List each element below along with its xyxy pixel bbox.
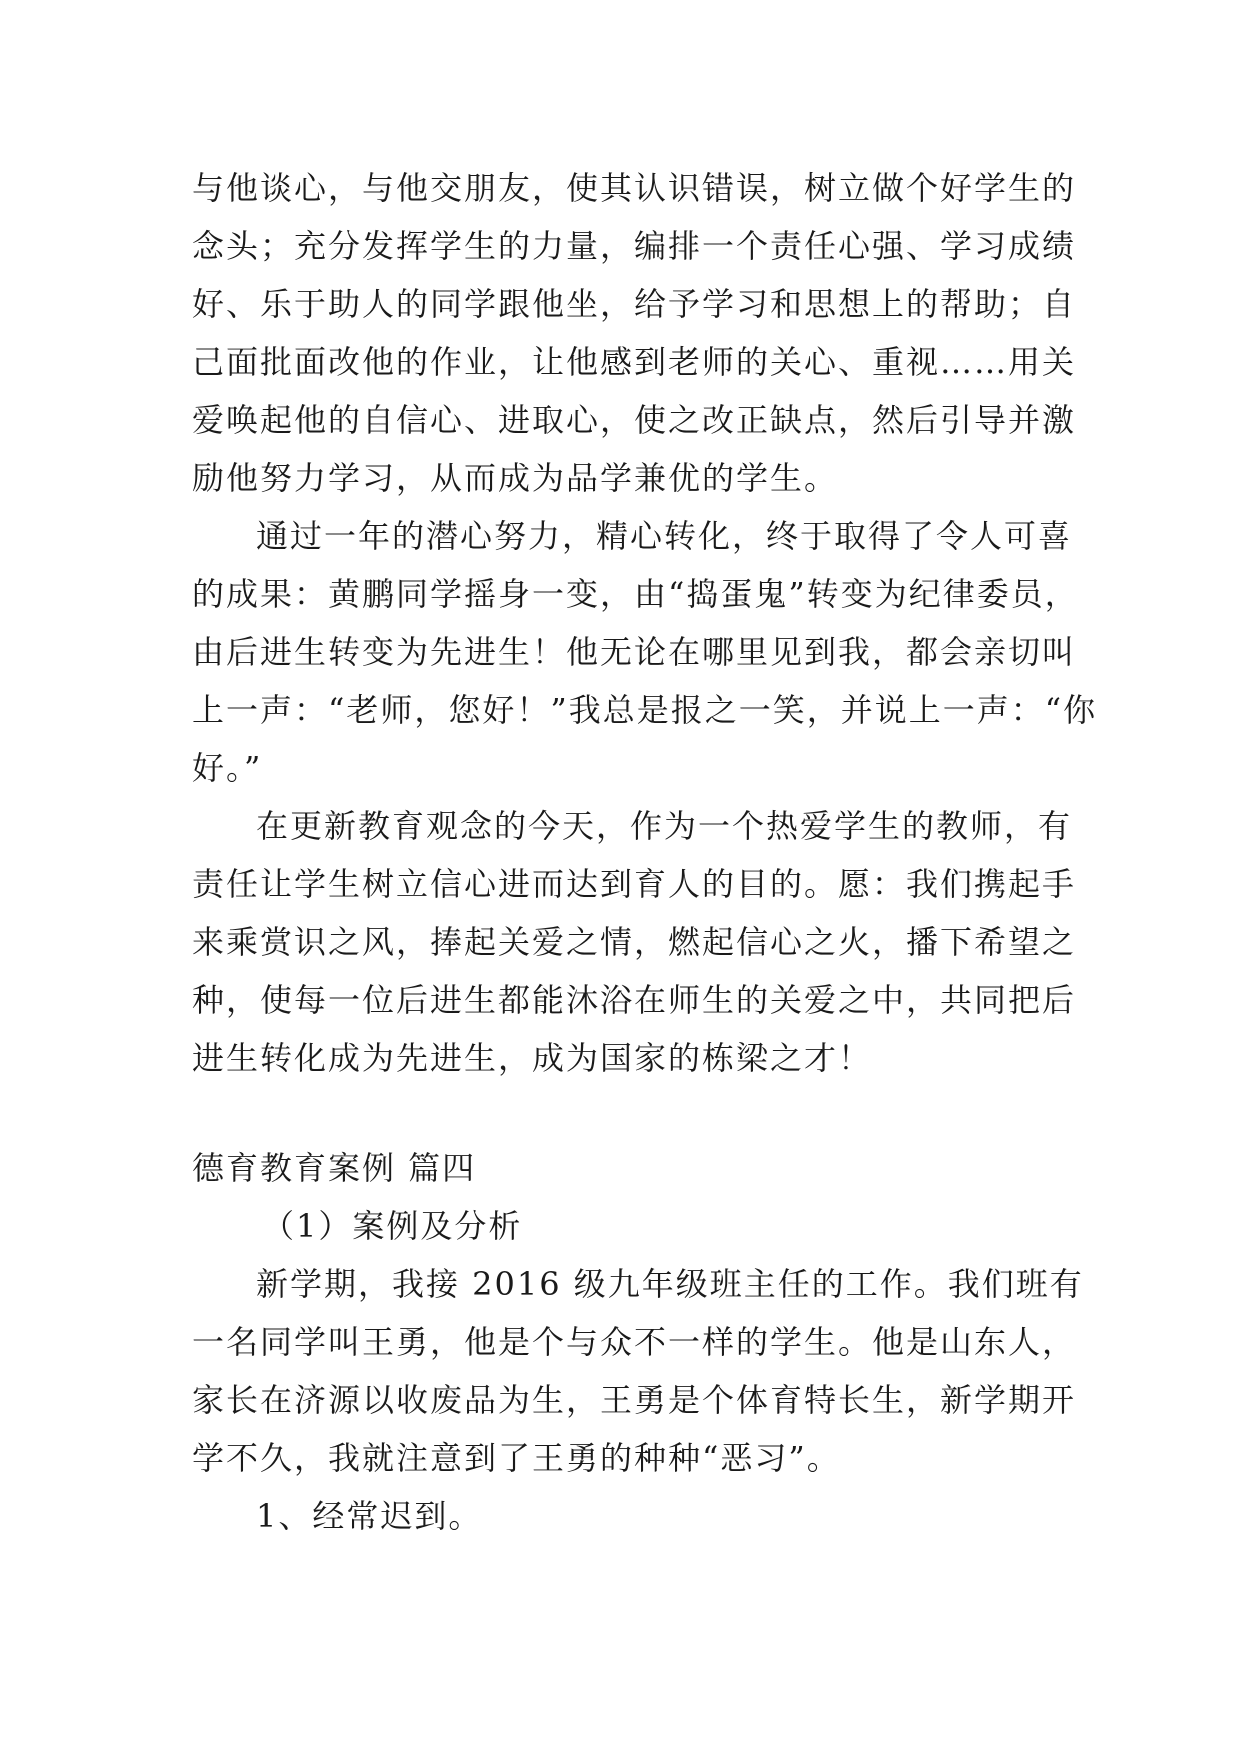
paragraph-line: 家长在济源以收废品为生，王勇是个体育特长生，新学期开 [192, 1381, 1077, 1419]
paragraph-line: 种，使每一位后进生都能沐浴在师生的关爱之中，共同把后 [192, 981, 1077, 1019]
subsection-title: （1）案例及分析 [262, 1207, 523, 1245]
paragraph-line: 己面批面改他的作业，让他感到老师的关心、重视……用关 [192, 343, 1077, 381]
section-title: 德育教育案例 篇四 [192, 1149, 477, 1187]
paragraph-line: 爱唤起他的自信心、进取心，使之改正缺点，然后引导并激 [192, 401, 1077, 439]
paragraph-line: 好、乐于助人的同学跟他坐，给予学习和思想上的帮助；自 [192, 285, 1077, 323]
paragraph-line: 的成果：黄鹏同学摇身一变，由“捣蛋鬼”转变为纪律委员， [192, 575, 1079, 613]
paragraph-line: 励他努力学习，从而成为品学兼优的学生。 [192, 459, 839, 497]
paragraph-line: 进生转化成为先进生，成为国家的栋梁之才！ [192, 1039, 873, 1077]
paragraph-line: 学不久，我就注意到了王勇的种种“恶习”。 [192, 1439, 841, 1477]
paragraph-line: 一名同学叫王勇，他是个与众不一样的学生。他是山东人， [192, 1323, 1077, 1361]
paragraph-line: 责任让学生树立信心进而达到育人的目的。愿：我们携起手 [192, 865, 1077, 903]
paragraph-line: 通过一年的潜心努力，精心转化，终于取得了令人可喜 [256, 517, 1073, 555]
list-item: 1、经常迟到。 [256, 1497, 483, 1535]
paragraph-line: 念头；充分发挥学生的力量，编排一个责任心强、学习成绩 [192, 227, 1077, 265]
paragraph-line: 新学期，我接 2016 级九年级班主任的工作。我们班有 [256, 1265, 1084, 1303]
paragraph-line: 好。” [192, 749, 263, 787]
paragraph-line: 来乘赏识之风，捧起关爱之情，燃起信心之火，播下希望之 [192, 923, 1077, 961]
paragraph-line: 与他谈心，与他交朋友，使其认识错误，树立做个好学生的 [192, 169, 1077, 207]
paragraph-line: 由后进生转变为先进生！他无论在哪里见到我，都会亲切叫 [192, 633, 1077, 671]
paragraph-line: 上一声：“老师，您好！”我总是报之一笑，并说上一声：“你 [192, 691, 1098, 729]
paragraph-line: 在更新教育观念的今天，作为一个热爱学生的教师，有 [256, 807, 1073, 845]
